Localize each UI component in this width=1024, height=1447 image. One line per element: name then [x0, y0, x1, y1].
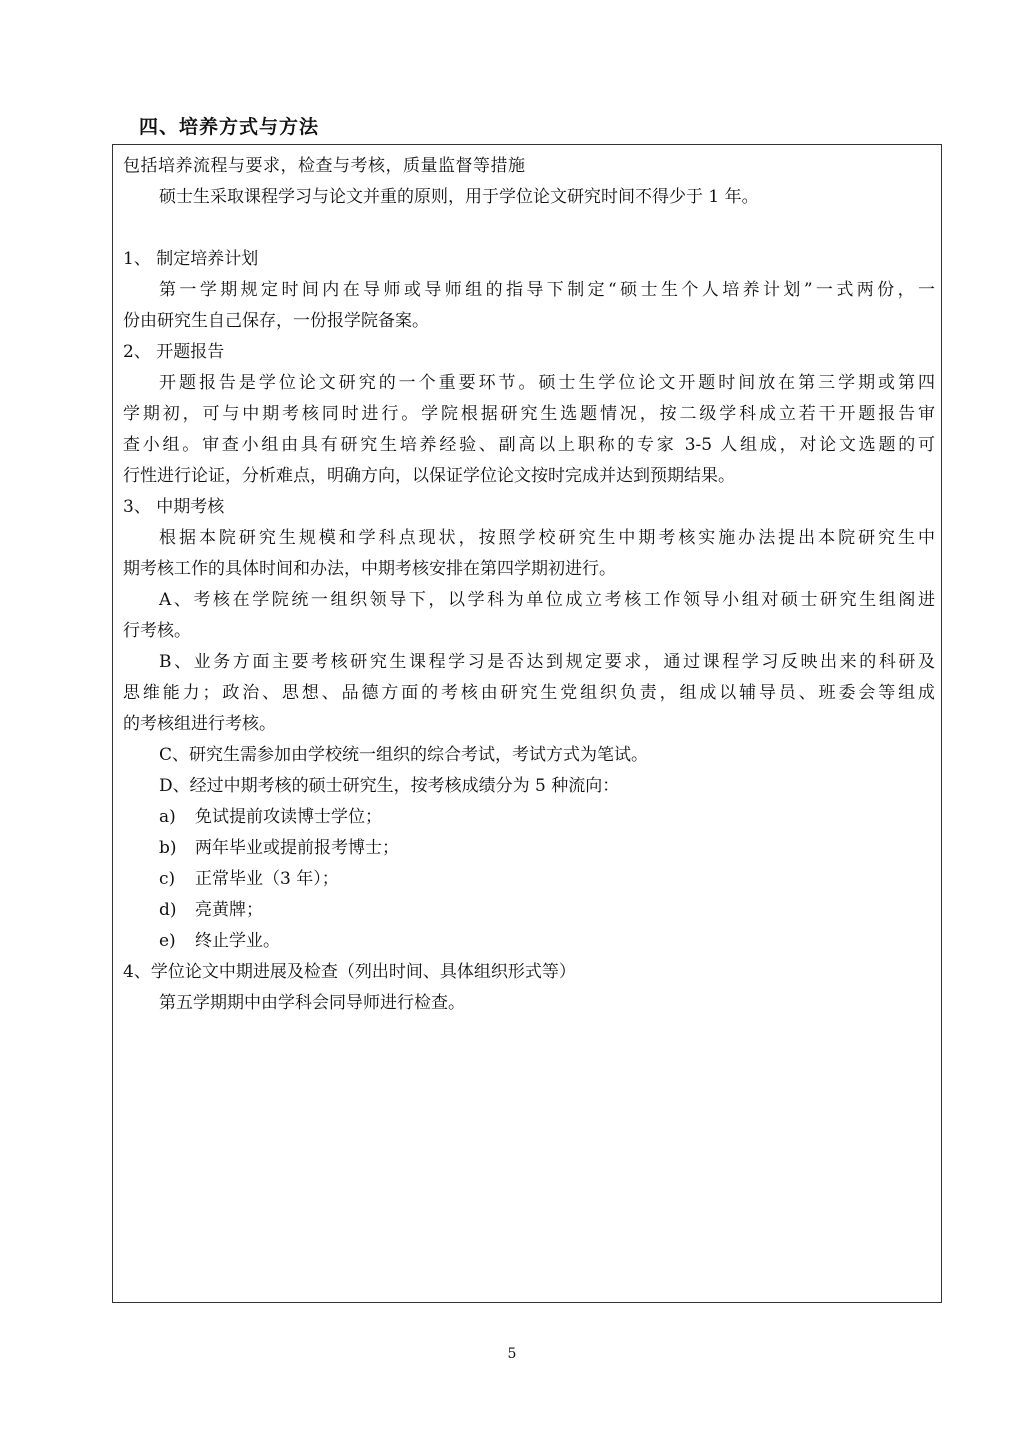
- list-item-text: 免试提前攻读博士学位；: [195, 807, 382, 827]
- list-marker: e): [159, 931, 176, 951]
- paragraph-line: 第五学期期中由学科会同导师进行检查。: [159, 993, 465, 1013]
- paragraph-line: 开题报告是学位论文研究的一个重要环节。硕士生学位论文开题时间放在第三学期或第四: [159, 373, 935, 393]
- page-number: 5: [507, 1346, 517, 1362]
- box-caption: 包括培养流程与要求，检查与考核，质量监督等措施: [123, 156, 526, 176]
- paragraph-line: 行性进行论证，分析难点，明确方向，以保证学位论文按时完成并达到预期结果。: [123, 466, 735, 486]
- list-item: [123, 864, 935, 895]
- list-item: [123, 926, 935, 957]
- paragraph-line: 学期初，可与中期考核同时进行。学院根据研究生选题情况，按二级学科成立若干开题报告审: [123, 404, 935, 424]
- paragraph-line: 行考核。: [123, 621, 191, 641]
- list-marker: b): [159, 838, 177, 858]
- section-heading-midterm: 3、 中期考核: [123, 497, 225, 517]
- content-box: [112, 144, 942, 1303]
- list-item-text: 终止学业。: [195, 931, 280, 951]
- paragraph-line: D、经过中期考核的硕士研究生，按考核成绩分为 5 种流向：: [159, 776, 620, 796]
- section-title: 四、培养方式与方法: [139, 116, 320, 138]
- paragraph-line: 份由研究生自己保存，一份报学院备案。: [123, 311, 429, 331]
- content-body: [123, 151, 935, 1019]
- list-item: [123, 833, 935, 864]
- paragraph-line: 思维能力；政治、思想、品德方面的考核由研究生党组织负责，组成以辅导员、班委会等组成: [123, 683, 935, 703]
- list-item-text: 亮黄牌；: [195, 900, 263, 920]
- section-heading-progress-check: 4、学位论文中期进展及检查（列出时间、具体组织形式等）: [123, 962, 576, 982]
- section-heading-plan: 1、 制定培养计划: [123, 249, 259, 269]
- intro-paragraph: 硕士生采取课程学习与论文并重的原则，用于学位论文研究时间不得少于 1 年。: [159, 187, 759, 207]
- paragraph-line: B、业务方面主要考核研究生课程学习是否达到规定要求，通过课程学习反映出来的科研及: [159, 652, 935, 672]
- section-heading-proposal: 2、 开题报告: [123, 342, 225, 362]
- paragraph-line: 期考核工作的具体时间和办法，中期考核安排在第四学期初进行。: [123, 559, 616, 579]
- list-item-text: 正常毕业（3 年）；: [195, 869, 339, 889]
- list-item: [123, 802, 935, 833]
- paragraph-line: 根据本院研究生规模和学科点现状，按照学校研究生中期考核实施办法提出本院研究生中: [159, 528, 935, 548]
- paragraph-line: 查小组。审查小组由具有研究生培养经验、副高以上职称的专家 3-5 人组成，对论文选题的可: [123, 435, 935, 455]
- list-item: [123, 895, 935, 926]
- list-item-text: 两年毕业或提前报考博士；: [195, 838, 399, 858]
- list-marker: c): [159, 869, 176, 889]
- paragraph-line: C、研究生需参加由学校统一组织的综合考试，考试方式为笔试。: [159, 745, 649, 765]
- paragraph-line: 第一学期规定时间内在导师或导师组的指导下制定“硕士生个人培养计划”一式两份，一: [159, 280, 935, 300]
- list-marker: a): [159, 807, 176, 827]
- paragraph-line: 的考核组进行考核。: [123, 714, 276, 734]
- list-marker: d): [159, 900, 177, 920]
- paragraph-line: A、考核在学院统一组织领导下，以学科为单位成立考核工作领导小组对硕士研究生组阁进: [159, 590, 935, 610]
- blank-line: [123, 213, 935, 244]
